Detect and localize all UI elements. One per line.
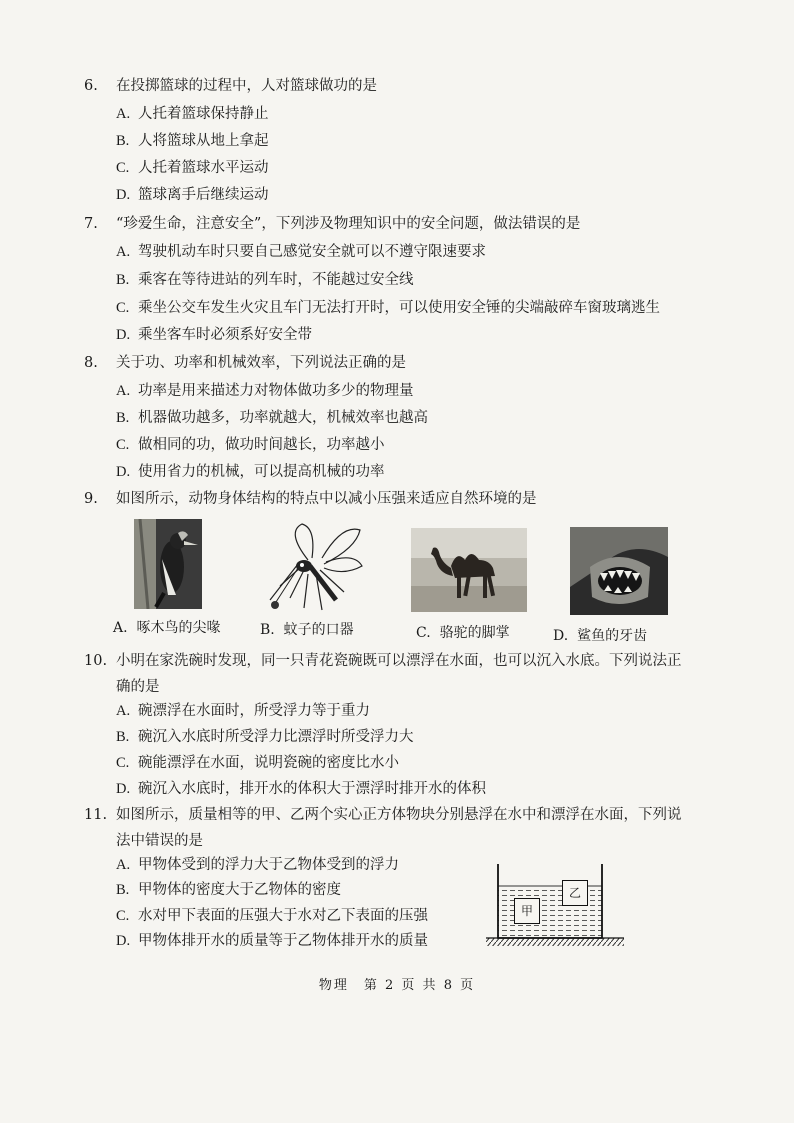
question-11 <box>84 805 704 851</box>
caption-9a: A. 啄木鸟的尖喙 <box>113 620 221 636</box>
block-yi: 乙 <box>562 880 588 906</box>
option-7d: D. 乘坐客车时必须系好安全带 <box>116 327 312 343</box>
mosquito-image <box>264 522 366 614</box>
question-stem-cont: 确的是 <box>116 679 160 695</box>
question-number: 10. <box>84 653 108 669</box>
question-stem: 如图所示，质量相等的甲、乙两个实心正方体物块分别悬浮在水中和漂浮在水面，下列说 <box>116 807 682 823</box>
option-10a: A. 碗漂浮在水面时，所受浮力等于重力 <box>116 703 370 719</box>
question-number: 9. <box>84 491 98 507</box>
option-11b: B. 甲物体的密度大于乙物体的密度 <box>116 882 341 898</box>
option-7a: A. 驾驶机动车时只要自己感觉安全就可以不遵守限速要求 <box>116 244 486 260</box>
option-7c: C. 乘坐公交车发生火灾且车门无法打开时，可以使用安全锤的尖端敲碎车窗玻璃逃生 <box>116 300 660 316</box>
option-11d: D. 甲物体排开水的质量等于乙物体排开水的质量 <box>116 933 428 949</box>
option-11c: C. 水对甲下表面的压强大于水对乙下表面的压强 <box>116 908 428 924</box>
question-8 <box>84 353 694 373</box>
option-6c: C. 人托着篮球水平运动 <box>116 160 269 176</box>
question-10 <box>84 651 704 697</box>
question-6 <box>84 76 694 96</box>
question-stem: 在投掷篮球的过程中，人对篮球做功的是 <box>116 78 377 94</box>
page-footer: 物理 第 2 页 共 8 页 <box>318 978 476 993</box>
question-stem-cont: 法中错误的是 <box>116 833 203 849</box>
option-8b: B. 机器做功越多，功率就越大，机械效率也越高 <box>116 410 428 426</box>
option-11a: A. 甲物体受到的浮力大于乙物体受到的浮力 <box>116 857 399 873</box>
camel-image <box>411 528 527 612</box>
question-number: 11. <box>84 807 108 823</box>
container-figure <box>486 858 624 950</box>
option-10c: C. 碗能漂浮在水面，说明瓷碗的密度比水小 <box>116 755 399 771</box>
question-number: 7. <box>84 216 98 232</box>
option-8d: D. 使用省力的机械，可以提高机械的功率 <box>116 464 385 480</box>
question-stem: 如图所示，动物身体结构的特点中以减小压强来适应自然环境的是 <box>116 491 537 507</box>
question-stem: “珍爱生命，注意安全”，下列涉及物理知识中的安全问题，做法错误的是 <box>116 216 581 232</box>
option-7b: B. 乘客在等待进站的列车时，不能越过安全线 <box>116 272 414 288</box>
question-stem: 关于功、功率和机械效率，下列说法正确的是 <box>116 355 406 371</box>
option-6b: B. 人将篮球从地上拿起 <box>116 133 269 149</box>
question-stem: 小明在家洗碗时发现，同一只青花瓷碗既可以漂浮在水面，也可以沉入水底。下列说法正 <box>116 653 682 669</box>
block-jia: 甲 <box>514 898 540 924</box>
woodpecker-image <box>134 519 202 609</box>
question-7 <box>84 214 694 234</box>
option-10d: D. 碗沉入水底时，排开水的体积大于漂浮时排开水的体积 <box>116 781 486 797</box>
caption-9b: B. 蚊子的口器 <box>260 622 354 638</box>
question-number: 8. <box>84 355 98 371</box>
question-number: 6. <box>84 78 98 94</box>
shark-image <box>570 527 668 615</box>
option-8a: A. 功率是用来描述力对物体做功多少的物理量 <box>116 383 414 399</box>
option-10b: B. 碗沉入水底时所受浮力比漂浮时所受浮力大 <box>116 729 414 745</box>
caption-9c: C. 骆驼的脚掌 <box>416 625 510 641</box>
option-6d: D. 篮球离手后继续运动 <box>116 187 269 203</box>
question-9 <box>84 489 694 509</box>
caption-9d: D. 鲨鱼的牙齿 <box>553 628 648 644</box>
option-8c: C. 做相同的功，做功时间越长，功率越小 <box>116 437 385 453</box>
option-6a: A. 人托着篮球保持静止 <box>116 106 269 122</box>
